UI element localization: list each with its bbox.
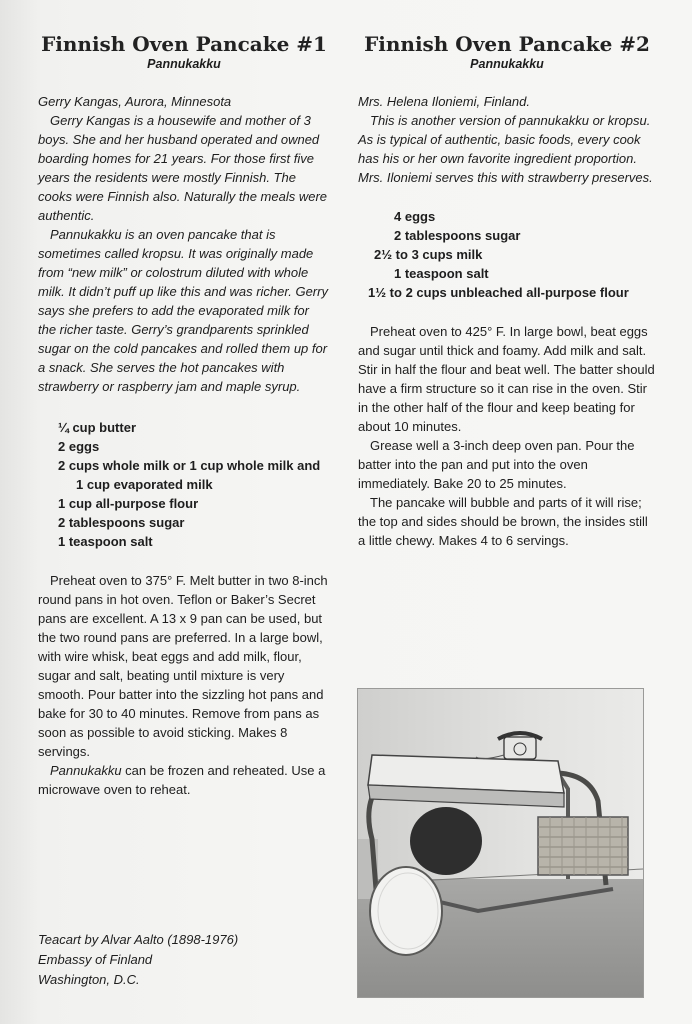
recipe-1-directions-2-text: can be frozen and reheated. Use a microwave oven to reheat. — [38, 763, 326, 797]
recipe-2-subtitle: Pannukakku — [470, 57, 544, 71]
recipe-2-title: Finnish Oven Pancake #2 — [364, 32, 650, 56]
recipe-1-intro-1: Gerry Kangas is a housewife and mother of 3 boys. She and her husband operated and owned boarding homes for 21 years. For those first five years the residents were mostly Finnish. The cooks were Finnish also. Naturally the meals were authentic. — [38, 113, 328, 223]
ingredient-item: 1 teaspoon salt — [394, 266, 489, 281]
recipe-1-directions-2 — [38, 761, 330, 799]
recipe-2-directions-2: Grease well a 3-inch deep oven pan. Pour the batter into the pan and put into the oven immediately. Bake 20 to 25 minutes. — [358, 438, 635, 491]
ingredient-item: 1 cup all-purpose flour — [58, 496, 199, 511]
ingredient-item: 2 eggs — [58, 439, 100, 454]
caption-line-2: Embassy of Finland — [38, 952, 153, 967]
recipe-1-subtitle: Pannukakku — [147, 57, 221, 71]
ingredient-item: 2 tablespoons sugar — [58, 515, 185, 530]
recipe-1-title: Finnish Oven Pancake #1 — [41, 32, 327, 56]
recipe-2-directions-3: The pancake will bubble and parts of it will rise; the top and sides should be brown, the insides still a little chewy. Makes 4 to 6 servings. — [358, 495, 648, 548]
recipe-1-directions-1: Preheat oven to 375° F. Melt butter in two 8-inch round pans in hot oven. Teflon or Baker’s Secret pans are excellent. A 13 x 9 pan can be used, but the two round pans are preferred. In a large bowl, with wire whisk, beat eggs and add milk, flour, sugar and salt, beating until mixture is very smooth. Pour batter into the sizzling hot pans and bake for 30 to 40 minutes. Remove from pans as soon as possible to avoid sticking. Makes 8 servings. — [38, 573, 328, 759]
recipe-1-name-italic: Pannukakku — [50, 763, 122, 778]
ingredient-item: ¼ cup butter — [58, 420, 137, 435]
recipe-1-ingredients — [38, 418, 330, 551]
recipe-2-column — [358, 32, 656, 550]
caption-line-1: Teacart by Alvar Aalto (1898-1976) — [38, 932, 239, 947]
recipe-2-directions-1: Preheat oven to 425° F. In large bowl, beat eggs and sugar until thick and foamy. Add milk and salt. Stir in half the flour and beat well. The batter should have a firm structure so it can rise in the oven. Stir in the other half of the flour and keep beating for about 10 minutes. — [358, 324, 655, 434]
teacart-photo — [357, 688, 644, 998]
teacart-illustration — [358, 689, 643, 997]
recipe-1-author: Gerry Kangas, Aurora, Minnesota — [38, 94, 232, 109]
recipe-1-column — [38, 32, 330, 799]
photo-caption — [38, 930, 328, 990]
ingredient-item: 2 cups whole milk or 1 cup whole milk and 1 cup evaporated milk — [58, 458, 321, 492]
caption-line-3: Washington, D.C. — [38, 972, 140, 987]
ingredient-item: 2½ to 3 cups milk — [374, 247, 483, 262]
recipe-2-author: Mrs. Helena Iloniemi, Finland. — [358, 94, 530, 109]
ingredient-item: 4 eggs — [394, 209, 436, 224]
recipe-2-ingredients — [358, 207, 656, 302]
ingredient-item: 1½ to 2 cups unbleached all-purpose flour — [368, 285, 629, 300]
recipe-2-intro: This is another version of pannukakku or kropsu. As is typical of authentic, basic foods, every cook has his or her own favorite ingredient proportion. Mrs. Iloniemi serves this with strawberry preserves. — [358, 113, 653, 185]
recipe-1-intro-2: Pannukakku is an oven pancake that is sometimes called kropsu. It was originally made from “new milk” or colostrum diluted with whole milk. It didn’t puff up like this and was richer. Gerry says she prefers to add the evaporated milk for the richer taste. Gerry’s grandparents sprinkled sugar on the cold pancakes and rolled them up for a snack. She serves the hot pancakes with strawberry or raspberry jam and maple syrup. — [38, 227, 328, 394]
ingredient-item: 2 tablespoons sugar — [394, 228, 521, 243]
ingredient-item: 1 teaspoon salt — [58, 534, 153, 549]
